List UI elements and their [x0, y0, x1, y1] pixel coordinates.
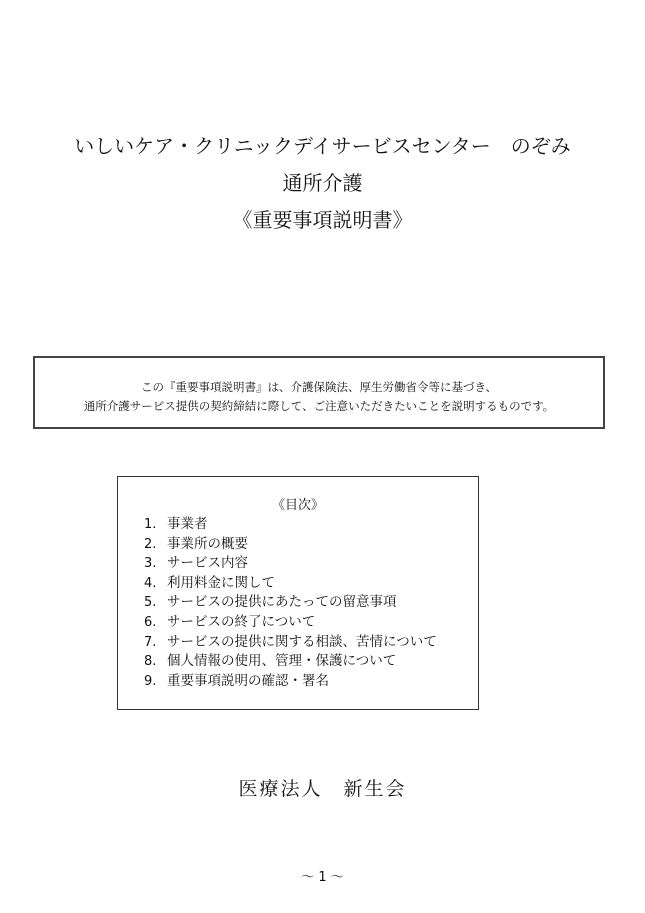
- notice-line-2: 通所介護サービス提供の契約締結に際して、ご注意いただきたいことを説明するものです。: [83, 399, 555, 413]
- toc-item: [144, 652, 437, 672]
- toc-item-label: 事業者: [167, 516, 208, 532]
- organization-name: 医療法人 新生会: [238, 778, 407, 800]
- toc-item-number: 9.: [144, 673, 157, 689]
- toc-item-label: サービスの提供に関する相談、苦情について: [167, 633, 437, 650]
- toc-item-number: 3.: [144, 556, 157, 572]
- page-number: ～ 1 ～: [301, 870, 344, 885]
- toc-item-number: 5.: [144, 595, 157, 611]
- toc-item-number: 1.: [144, 517, 157, 532]
- toc-item: [144, 672, 437, 692]
- document-name: 《重要事項説明書》: [232, 208, 413, 232]
- toc-item-label: サービスの終了について: [167, 613, 316, 630]
- toc-item-number: 2.: [144, 536, 157, 552]
- toc-item: [144, 633, 437, 653]
- toc-heading: 《目次》: [271, 498, 324, 513]
- toc-item: [144, 535, 437, 555]
- toc-item-label: 事業所の概要: [167, 535, 248, 552]
- toc-item-number: 6.: [144, 614, 157, 630]
- toc-item-label: 個人情報の使用、管理・保護について: [167, 653, 397, 670]
- table-of-contents: [117, 476, 479, 710]
- toc-item-label: サービス内容: [167, 555, 248, 572]
- toc-list: [144, 515, 437, 691]
- toc-item: [144, 515, 437, 535]
- notice-box: [33, 356, 605, 429]
- toc-item-label: サービスの提供にあたっての留意事項: [167, 594, 397, 611]
- toc-item-number: 8.: [144, 654, 157, 670]
- toc-item-number: 4.: [144, 575, 157, 591]
- toc-item: [144, 613, 437, 633]
- toc-item-number: 7.: [144, 634, 157, 650]
- toc-item-label: 重要事項説明の確認・署名: [167, 672, 329, 689]
- notice-line-1: この『重要事項説明書』は、介護保険法、厚生労働省令等に基づき、: [140, 380, 498, 394]
- facility-name: いしいケア・クリニックデイサービスセンター のぞみ: [74, 134, 571, 158]
- toc-item: [144, 554, 437, 574]
- toc-item: [144, 593, 437, 613]
- toc-item-label: 利用料金に関して: [167, 574, 275, 591]
- service-type: 通所介護: [282, 171, 363, 195]
- toc-item: [144, 574, 437, 594]
- document-title: [0, 128, 645, 239]
